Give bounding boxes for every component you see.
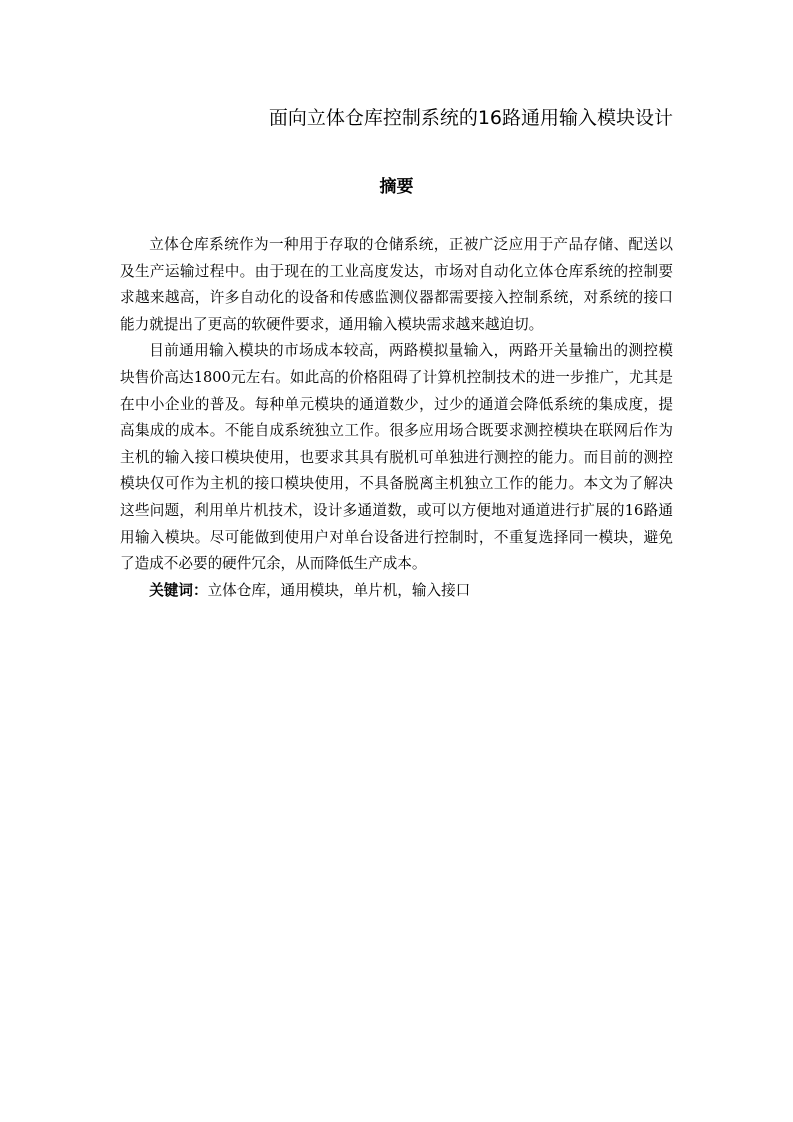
document-title: 面向立体仓库控制系统的16路通用输入模块设计 <box>268 107 673 129</box>
abstract-heading: 摘要 <box>379 177 414 197</box>
abstract-body <box>120 232 673 604</box>
keywords-label: 关键词： <box>149 581 208 599</box>
abstract-paragraph-1: 立体仓库系统作为一种用于存取的仓储系统，正被广泛应用于产品存储、配送以及生产运输过程中。由于现在的工业高度发达，市场对自动化立体仓库系统的控制要求越来越高，许多自动化的设备和传感监测仪器都需要接入控制系统，对系统的接口能力就提出了更高的软硬件要求，通用输入模块需求越来越迫切。 <box>120 236 673 333</box>
abstract-paragraph-2: 目前通用输入模块的市场成本较高，两路模拟量输入，两路开关量输出的测控模块售价高达1800元左右。如此高的价格阻碍了计算机控制技术的进一步推广，尤其是在中小企业的普及。每种单元模块的通道数少，过少的通道会降低系统的集成度，提高集成的成本。不能自成系统独立工作。很多应用场合既要求测控模块在联网后作为主机的输入接口模块使用，也要求其具有脱机可单独进行测控的能力。而目前的测控模块仅可作为主机的接口模块使用，不具备脱离主机独立工作的能力。本文为了解决这些问题，利用单片机技术，设计多通道数，或可以方便地对通道进行扩展的16路通用输入模块。尽可能做到使用户对单台设备进行控制时，不重复选择同一模块，避免了造成不必要的硬件冗余，从而降低生产成本。 <box>120 342 673 573</box>
keywords-text: 立体仓库，通用模块，单片机，输入接口 <box>207 581 471 599</box>
keywords-line <box>120 578 673 605</box>
